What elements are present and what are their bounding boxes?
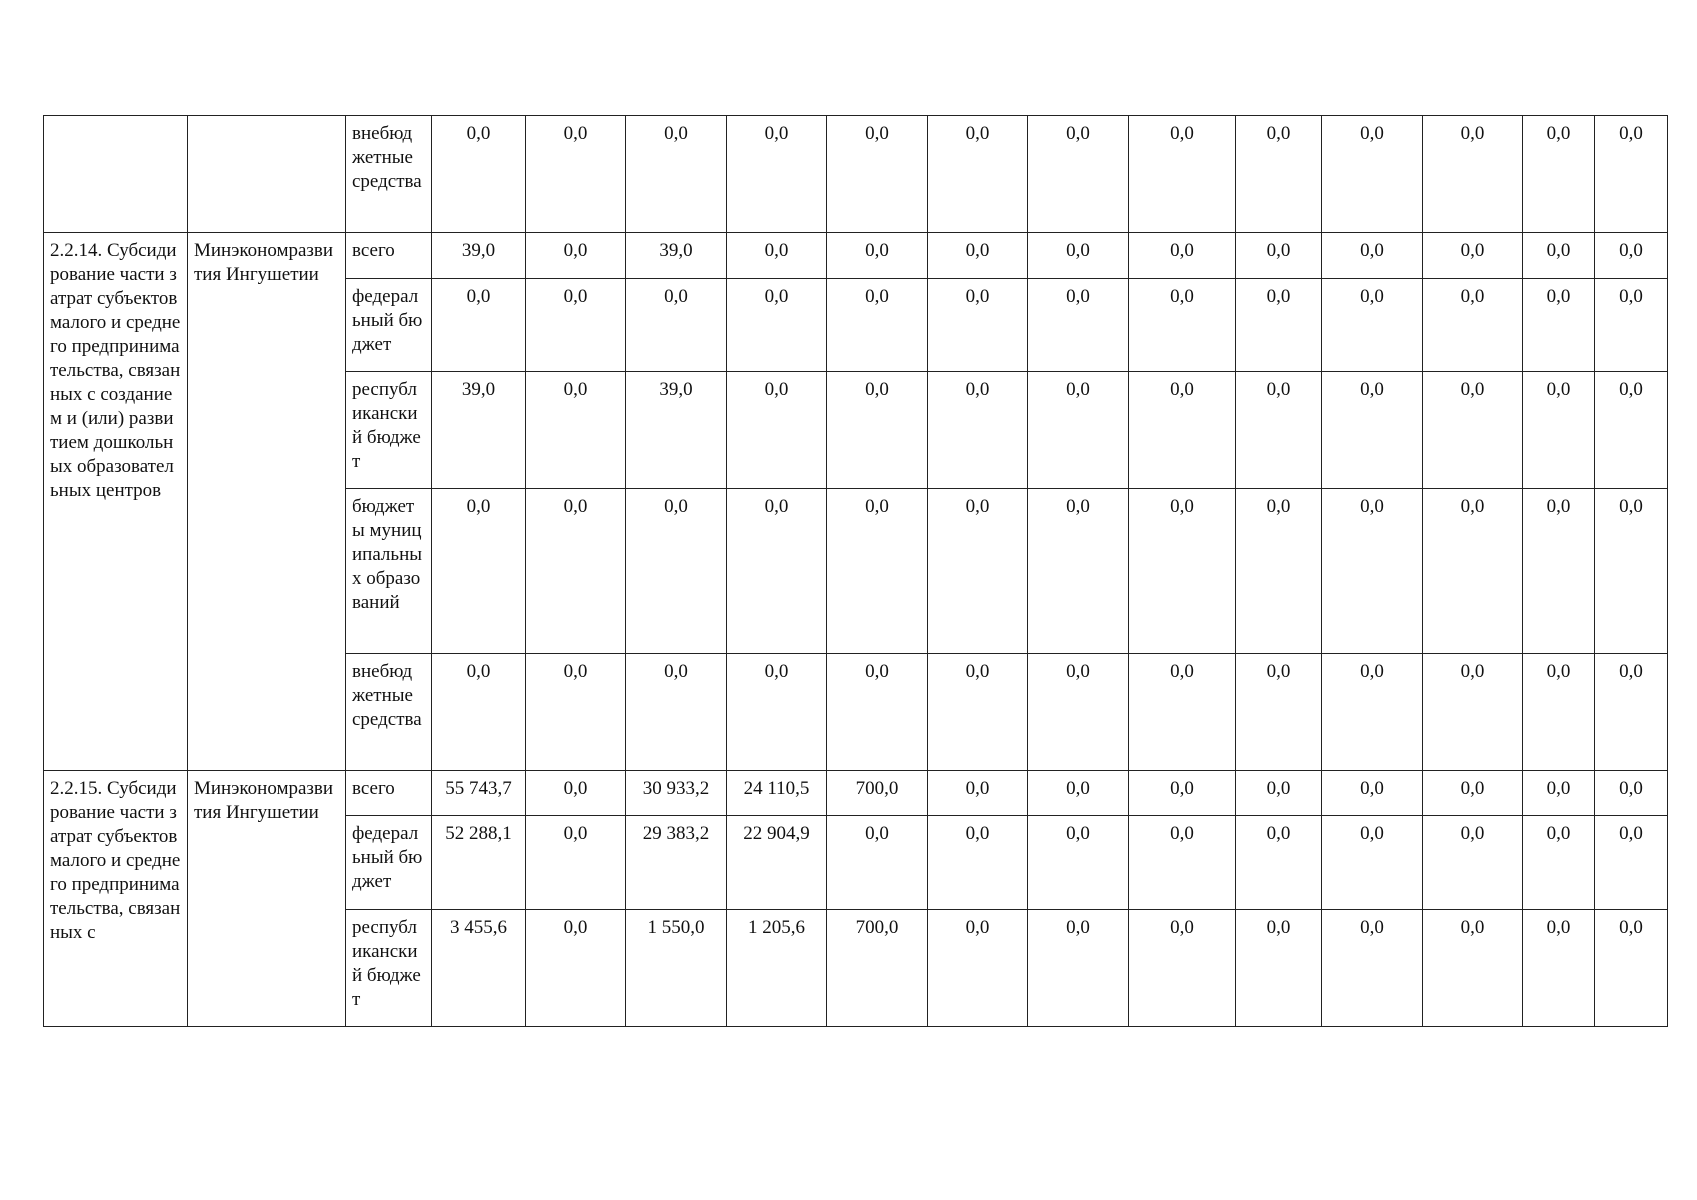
value-cell: 0,0 [1423, 910, 1523, 1027]
value-cell: 0,0 [526, 654, 626, 771]
value-cell: 0,0 [928, 910, 1028, 1027]
value-cell: 0,0 [1028, 910, 1129, 1027]
value-cell: 0,0 [526, 816, 626, 910]
value-cell: 0,0 [727, 372, 827, 489]
value-cell: 0,0 [626, 279, 727, 372]
value-cell: 0,0 [432, 279, 526, 372]
value-cell: 0,0 [827, 233, 928, 279]
value-cell: 39,0 [626, 233, 727, 279]
value-cell: 0,0 [1028, 654, 1129, 771]
value-cell: 0,0 [1595, 910, 1668, 1027]
value-cell: 0,0 [1423, 279, 1523, 372]
value-cell: 0,0 [432, 654, 526, 771]
value-cell: 0,0 [1523, 816, 1595, 910]
value-cell: 0,0 [1028, 233, 1129, 279]
value-cell: 0,0 [1028, 116, 1129, 233]
value-cell: 0,0 [1129, 116, 1236, 233]
value-cell: 0,0 [526, 233, 626, 279]
value-cell: 0,0 [1236, 771, 1322, 816]
value-cell: 0,0 [1236, 116, 1322, 233]
value-cell: 0,0 [1523, 489, 1595, 654]
value-cell: 0,0 [928, 279, 1028, 372]
responsible-cell: Минэкономразвития Ингушетии [188, 233, 346, 771]
value-cell: 0,0 [827, 654, 928, 771]
value-cell: 0,0 [526, 279, 626, 372]
budget-table [43, 115, 1668, 1027]
value-cell: 0,0 [1523, 654, 1595, 771]
value-cell: 0,0 [928, 654, 1028, 771]
value-cell: 0,0 [827, 489, 928, 654]
funding-source-cell: республиканский бюджет [346, 910, 432, 1027]
funding-source-cell: внебюджетные средства [346, 654, 432, 771]
value-cell: 24 110,5 [727, 771, 827, 816]
value-cell: 52 288,1 [432, 816, 526, 910]
value-cell: 0,0 [727, 489, 827, 654]
funding-source-cell: республиканский бюджет [346, 372, 432, 489]
value-cell: 0,0 [727, 279, 827, 372]
value-cell: 0,0 [1322, 116, 1423, 233]
value-cell: 0,0 [1236, 816, 1322, 910]
value-cell: 0,0 [1523, 771, 1595, 816]
table-row [44, 771, 1668, 816]
value-cell: 0,0 [626, 654, 727, 771]
value-cell: 0,0 [928, 233, 1028, 279]
value-cell: 0,0 [526, 910, 626, 1027]
value-cell: 0,0 [1595, 489, 1668, 654]
value-cell: 0,0 [1322, 279, 1423, 372]
value-cell: 0,0 [1236, 654, 1322, 771]
value-cell: 0,0 [1423, 489, 1523, 654]
value-cell: 0,0 [1129, 372, 1236, 489]
value-cell: 0,0 [1523, 372, 1595, 489]
value-cell: 0,0 [1322, 489, 1423, 654]
responsible-cell: Минэкономразвития Ингушетии [188, 771, 346, 1027]
value-cell: 0,0 [526, 372, 626, 489]
value-cell: 0,0 [432, 489, 526, 654]
value-cell: 0,0 [1423, 372, 1523, 489]
value-cell: 0,0 [827, 816, 928, 910]
value-cell: 0,0 [1523, 910, 1595, 1027]
value-cell: 0,0 [1322, 910, 1423, 1027]
value-cell: 0,0 [526, 489, 626, 654]
value-cell: 0,0 [1236, 372, 1322, 489]
value-cell: 0,0 [1129, 654, 1236, 771]
value-cell: 0,0 [1322, 233, 1423, 279]
value-cell: 0,0 [1028, 816, 1129, 910]
value-cell: 0,0 [1322, 372, 1423, 489]
value-cell: 0,0 [1236, 233, 1322, 279]
value-cell: 0,0 [1028, 771, 1129, 816]
value-cell: 1 550,0 [626, 910, 727, 1027]
value-cell: 0,0 [727, 233, 827, 279]
value-cell: 0,0 [827, 116, 928, 233]
value-cell: 0,0 [827, 279, 928, 372]
value-cell: 0,0 [1028, 372, 1129, 489]
value-cell: 30 933,2 [626, 771, 727, 816]
table-row [44, 233, 1668, 279]
value-cell: 0,0 [1322, 816, 1423, 910]
funding-source-cell: всего [346, 771, 432, 816]
value-cell: 0,0 [1129, 279, 1236, 372]
measure-name-cell: 2.2.14. Субсидирование части затрат субъектов малого и среднего предпринимательства, связанных с созданием и (или) развитием дошкольных образовательных центров [44, 233, 188, 771]
funding-source-cell: федеральный бюджет [346, 279, 432, 372]
value-cell: 0,0 [1028, 279, 1129, 372]
value-cell: 0,0 [727, 654, 827, 771]
value-cell: 0,0 [526, 116, 626, 233]
value-cell: 0,0 [1322, 771, 1423, 816]
value-cell: 0,0 [1523, 233, 1595, 279]
value-cell: 39,0 [432, 233, 526, 279]
value-cell: 0,0 [1595, 279, 1668, 372]
value-cell: 0,0 [1236, 489, 1322, 654]
value-cell: 0,0 [1523, 279, 1595, 372]
value-cell: 1 205,6 [727, 910, 827, 1027]
value-cell: 0,0 [1523, 116, 1595, 233]
value-cell: 0,0 [626, 489, 727, 654]
value-cell: 0,0 [1129, 910, 1236, 1027]
value-cell: 0,0 [1028, 489, 1129, 654]
responsible-cell [188, 116, 346, 233]
value-cell: 55 743,7 [432, 771, 526, 816]
table-row [44, 116, 1668, 233]
funding-source-cell: всего [346, 233, 432, 279]
value-cell: 0,0 [526, 771, 626, 816]
value-cell: 0,0 [1595, 116, 1668, 233]
value-cell: 0,0 [928, 816, 1028, 910]
value-cell: 0,0 [1423, 116, 1523, 233]
value-cell: 0,0 [1595, 372, 1668, 489]
measure-name-cell [44, 116, 188, 233]
value-cell: 0,0 [727, 116, 827, 233]
value-cell: 0,0 [1423, 654, 1523, 771]
funding-source-cell: федеральный бюджет [346, 816, 432, 910]
funding-source-cell: бюджеты муниципальных образований [346, 489, 432, 654]
value-cell: 0,0 [1595, 816, 1668, 910]
value-cell: 39,0 [432, 372, 526, 489]
value-cell: 0,0 [1595, 654, 1668, 771]
value-cell: 22 904,9 [727, 816, 827, 910]
value-cell: 29 383,2 [626, 816, 727, 910]
value-cell: 0,0 [1129, 771, 1236, 816]
value-cell: 0,0 [626, 116, 727, 233]
value-cell: 0,0 [1129, 233, 1236, 279]
value-cell: 0,0 [1595, 233, 1668, 279]
value-cell: 0,0 [1423, 233, 1523, 279]
measure-name-cell: 2.2.15. Субсидирование части затрат субъектов малого и среднего предпринимательства, связанных с [44, 771, 188, 1027]
value-cell: 0,0 [1423, 771, 1523, 816]
value-cell: 0,0 [1129, 489, 1236, 654]
value-cell: 0,0 [827, 372, 928, 489]
value-cell: 0,0 [928, 771, 1028, 816]
funding-source-cell: внебюджетные средства [346, 116, 432, 233]
value-cell: 3 455,6 [432, 910, 526, 1027]
value-cell: 700,0 [827, 771, 928, 816]
value-cell: 700,0 [827, 910, 928, 1027]
value-cell: 0,0 [1423, 816, 1523, 910]
value-cell: 0,0 [1129, 816, 1236, 910]
value-cell: 0,0 [928, 489, 1028, 654]
value-cell: 39,0 [626, 372, 727, 489]
value-cell: 0,0 [928, 116, 1028, 233]
value-cell: 0,0 [432, 116, 526, 233]
value-cell: 0,0 [1595, 771, 1668, 816]
value-cell: 0,0 [928, 372, 1028, 489]
value-cell: 0,0 [1236, 910, 1322, 1027]
value-cell: 0,0 [1236, 279, 1322, 372]
value-cell: 0,0 [1322, 654, 1423, 771]
